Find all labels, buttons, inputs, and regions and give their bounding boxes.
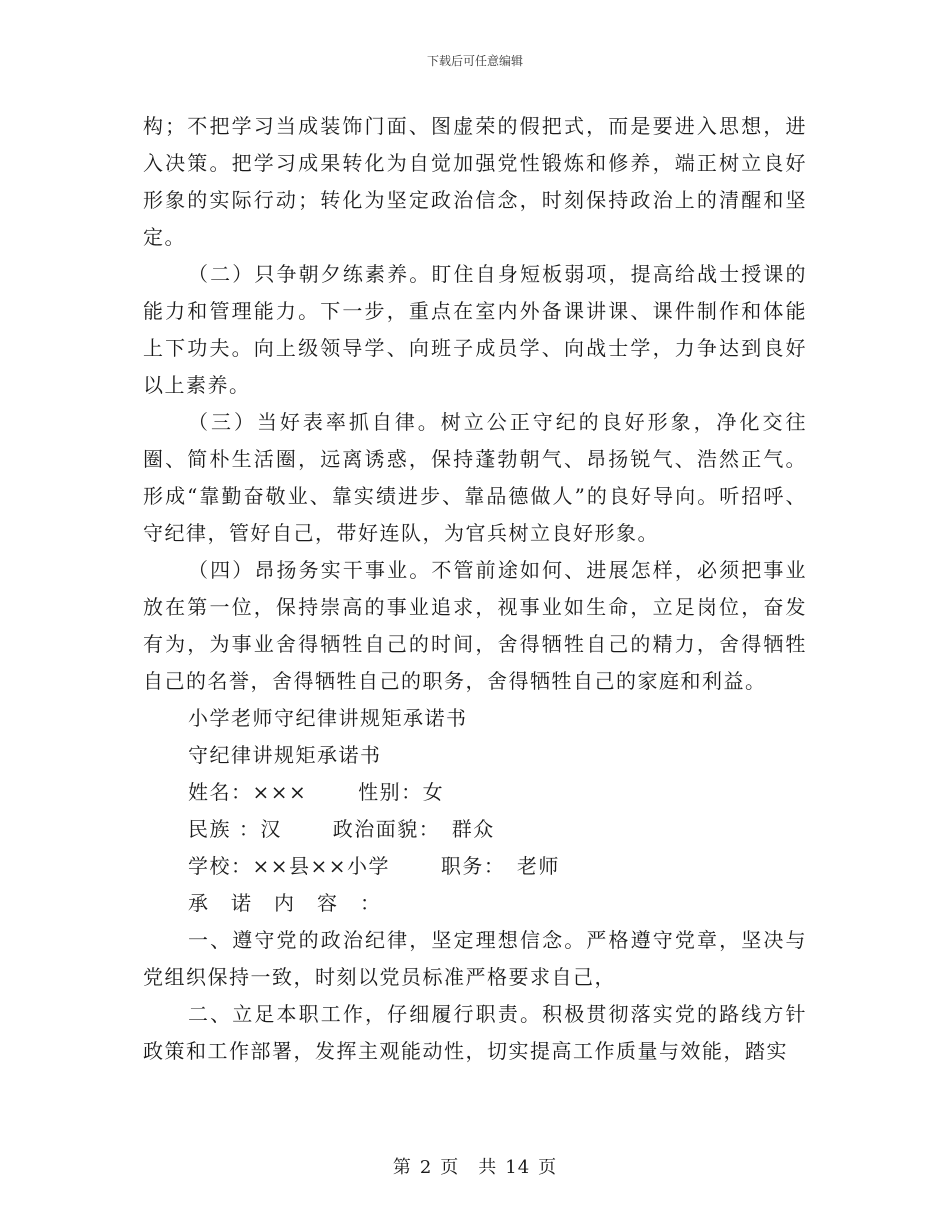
- page-label-suffix: 页: [538, 1157, 558, 1178]
- page-header-note: 下载后可任意编辑: [426, 54, 523, 68]
- body-paragraph: （三）当好表率抓自律。树立公正守纪的良好形象，净化交往圈、简朴生活圈，远离诱惑，保持蓬勃朝气、昂扬锐气、浩然正气。形成“靠勤奋敬业、靠实绩进步、靠品德做人”的良好导向。听招呼、守纪律，管好自己，带好连队，为官兵树立良好形象。: [143, 410, 807, 545]
- page-label-prefix: 第: [392, 1157, 412, 1178]
- body-paragraph: （二）只争朝夕练素养。盯住自身短板弱项，提高给战士授课的能力和管理能力。下一步，重点在室内外备课讲课、课件制作和体能上下功夫。向上级领导学、向班子成员学、向战士学，力争达到良好以上素养。: [143, 262, 807, 397]
- section-title: 小学老师守纪律讲规矩承诺书: [188, 706, 468, 730]
- document-body: [143, 108, 807, 1070]
- commitment-item: 二、立足本职工作，仔细履行职责。积极贯彻落实党的路线方针政策和工作部署，发挥主观能动性，切实提高工作质量与效能，踏实: [143, 1002, 807, 1063]
- info-field-ethnicity-political: 民族 ：汉 政治面貌： 群众: [188, 817, 495, 841]
- commitment-item: 一、遵守党的政治纪律，坚定理想信念。严格遵守党章，坚决与党组织保持一致，时刻以党员标准严格要求自己，: [143, 928, 807, 989]
- page-label-mid: 页 共: [440, 1157, 498, 1178]
- page-footer: [0, 1153, 950, 1179]
- info-field-school-position: 学校：××县××小学 职务： 老师: [188, 854, 560, 878]
- page-number: 2: [419, 1157, 433, 1178]
- section-subtitle: 守纪律讲规矩承诺书: [188, 743, 382, 767]
- body-paragraph: 构；不把学习当成装饰门面、图虚荣的假把式，而是要进入思想，进入决策。把学习成果转化为自觉加强党性锻炼和修养，端正树立良好形象的实际行动；转化为坚定政治信念，时刻保持政治上的清醒和坚定。: [143, 114, 807, 249]
- commitment-heading: 承 诺 内 容 ：: [188, 891, 382, 915]
- total-pages: 14: [505, 1157, 531, 1178]
- body-paragraph: （四）昂扬务实干事业。不管前途如何、进展怎样，必须把事业放在第一位，保持崇高的事业追求，视事业如生命，立足岗位，奋发有为，为事业舍得牺牲自己的时间，舍得牺牲自己的精力，舍得牺牲自己的名誉，舍得牺牲自己的职务，舍得牺牲自己的家庭和利益。: [143, 558, 807, 693]
- info-field-name-gender: 姓名：××× 性别：女: [188, 780, 445, 804]
